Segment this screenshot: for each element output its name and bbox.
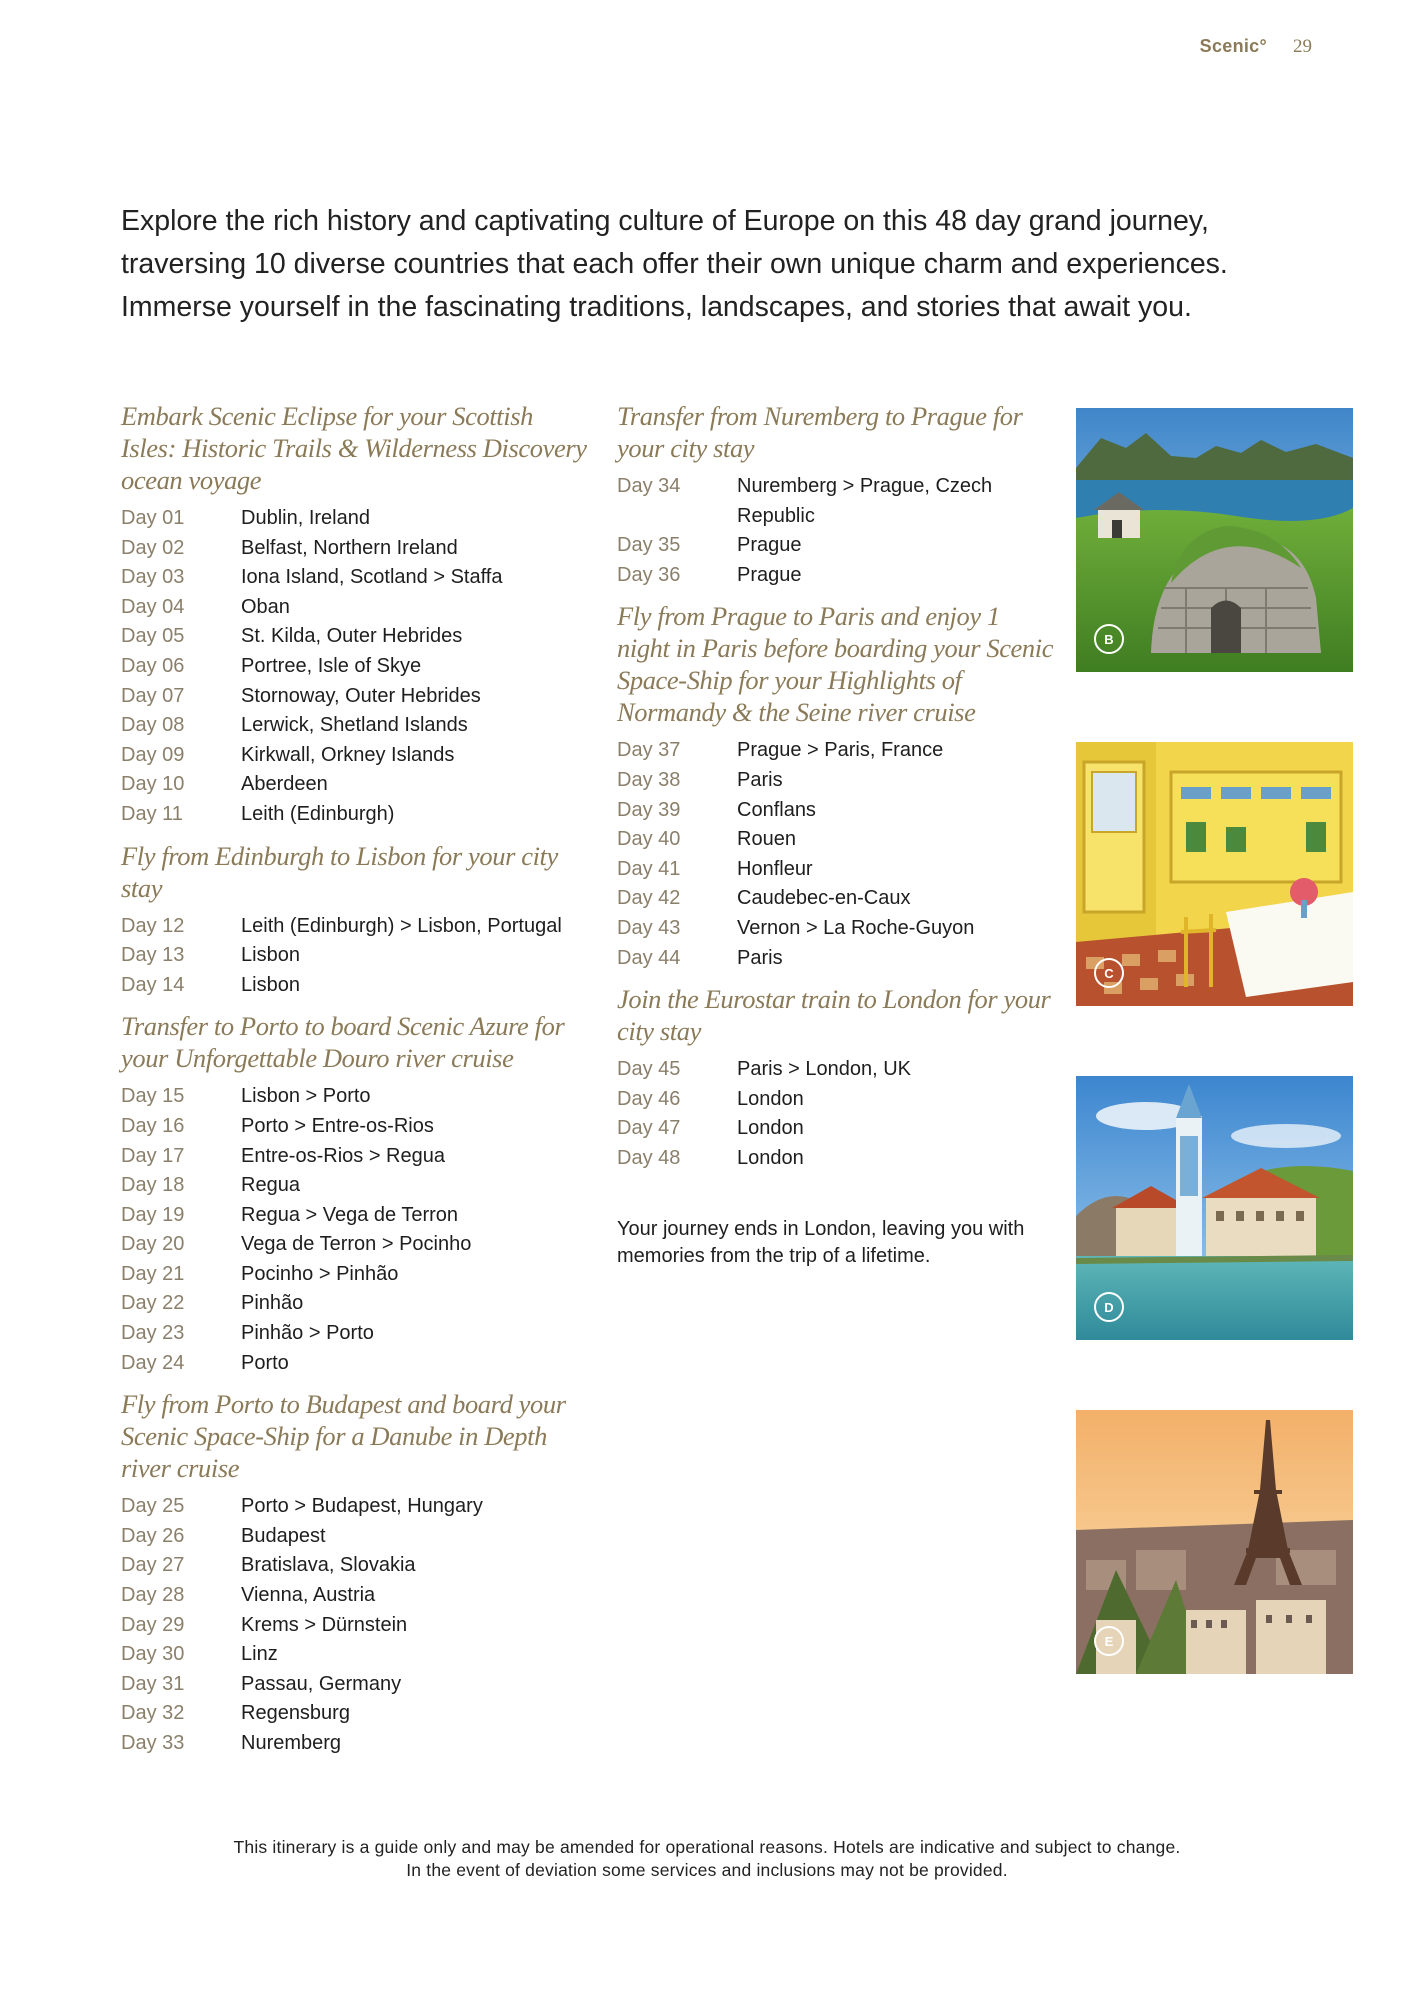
day-number: Day 02 (121, 536, 185, 559)
itinerary-row (617, 766, 1057, 796)
itinerary-row (121, 593, 591, 623)
day-number: Day 40 (617, 828, 681, 851)
day-number: Day 31 (121, 1672, 185, 1695)
itinerary-row (121, 682, 591, 712)
day-location: Nuremberg (241, 1732, 342, 1754)
yellow-dining-room-photo (1076, 742, 1353, 1006)
itinerary-row (121, 800, 591, 830)
day-number: Day 45 (617, 1058, 681, 1081)
day-location: Rouen (737, 828, 796, 851)
day-number: Day 36 (617, 563, 681, 586)
day-location: Regua > Vega de Terron (241, 1203, 459, 1226)
day-number: Day 46 (617, 1087, 681, 1110)
itinerary-row (121, 1699, 591, 1729)
day-location: Regua (241, 1174, 300, 1197)
photo-label-badge: C (1094, 958, 1124, 988)
itinerary-row (121, 1729, 591, 1759)
itinerary-row (617, 884, 1057, 914)
day-location: Nuremberg > Prague, Czech Republic (737, 475, 993, 527)
day-location: Vienna, Austria (241, 1584, 376, 1607)
day-number: Day 25 (121, 1495, 185, 1518)
day-location: Pinhão (241, 1292, 304, 1315)
section-title: Join the Eurostar train to London for your city stay (617, 984, 1051, 1047)
day-location: Belfast, Northern Ireland (241, 536, 458, 559)
itinerary-row (121, 1082, 591, 1112)
day-location: Regensburg (241, 1702, 350, 1725)
page-number: 29 (1293, 36, 1312, 57)
day-location: Lisbon (241, 944, 300, 967)
day-number: Day 03 (121, 566, 185, 589)
river-town-church-photo (1076, 1076, 1353, 1340)
day-location: Entre-os-Rios > Regua (241, 1144, 445, 1167)
day-number: Day 15 (121, 1085, 185, 1108)
day-location: Paris (737, 768, 783, 791)
itinerary-row (121, 711, 591, 741)
disclaimer-footer (0, 1836, 1414, 1882)
itinerary-row (121, 971, 591, 1001)
itinerary-section (121, 1010, 591, 1378)
itinerary-row (617, 1144, 1057, 1174)
day-location: Pocinho > Pinhão (241, 1262, 399, 1285)
photo-label-badge: B (1094, 624, 1124, 654)
itinerary-row (121, 1551, 591, 1581)
itinerary-row (617, 1085, 1057, 1115)
day-location: Pinhão > Porto (241, 1322, 374, 1345)
intro-paragraph: Explore the rich history and captivating culture of Europe on this 48 day grand journey, traversing 10 diverse countries that each offer their own unique charm and experiences. Immerse yourself in the fascinating traditions, landscapes, and stories that await you. (121, 205, 1228, 323)
day-number: Day 34 (617, 475, 681, 497)
day-location: Prague (737, 534, 802, 557)
itinerary-row (121, 1581, 591, 1611)
day-number: Day 37 (617, 739, 681, 762)
day-location: Conflans (737, 798, 816, 821)
day-location: Paris (737, 946, 783, 969)
day-number: Day 32 (121, 1702, 185, 1725)
itinerary-row (121, 504, 591, 534)
day-location: Krems > Dürnstein (241, 1613, 408, 1636)
day-location: Porto (241, 1351, 289, 1374)
day-number: Day 48 (617, 1146, 681, 1169)
day-location: Oban (241, 595, 290, 618)
itinerary-row (121, 1230, 591, 1260)
itinerary-row (617, 472, 1057, 531)
day-number: Day 20 (121, 1233, 185, 1256)
itinerary-row (121, 1112, 591, 1142)
itinerary-row (121, 1142, 591, 1172)
day-location: Paris > London, UK (737, 1058, 911, 1081)
section-title: Transfer from Nuremberg to Prague for your city stay (617, 401, 1023, 463)
day-location: Leith (Edinburgh) > Lisbon, Portugal (241, 914, 562, 937)
day-number: Day 06 (121, 654, 185, 677)
itinerary-section (617, 400, 1057, 590)
itinerary-row (121, 941, 591, 971)
day-number: Day 41 (617, 857, 681, 880)
day-number: Day 10 (121, 773, 185, 796)
itinerary-row (121, 1171, 591, 1201)
day-number: Day 05 (121, 625, 185, 648)
day-number: Day 47 (617, 1117, 681, 1140)
section-title: Fly from Edinburgh to Lisbon for your city stay (121, 840, 558, 903)
day-number: Day 26 (121, 1524, 185, 1547)
day-number: Day 35 (617, 534, 681, 557)
itinerary-row (121, 1492, 591, 1522)
day-number: Day 17 (121, 1144, 185, 1167)
day-location: Iona Island, Scotland > Staffa (241, 566, 503, 589)
day-location: Portree, Isle of Skye (241, 654, 422, 677)
itinerary-section (617, 600, 1057, 973)
day-number: Day 30 (121, 1643, 185, 1666)
itinerary-row (121, 1640, 591, 1670)
day-number: Day 44 (617, 946, 681, 969)
day-number: Day 38 (617, 768, 681, 791)
day-number: Day 01 (121, 507, 185, 529)
day-number: Day 08 (121, 714, 185, 737)
day-number: Day 18 (121, 1174, 185, 1197)
day-number: Day 14 (121, 973, 185, 996)
day-location: Vega de Terron > Pocinho (241, 1233, 472, 1256)
day-number: Day 16 (121, 1114, 185, 1137)
day-number: Day 39 (617, 798, 681, 821)
itinerary-row (121, 1289, 591, 1319)
day-location: Porto > Entre-os-Rios (241, 1114, 434, 1137)
itinerary-row (617, 796, 1057, 826)
journey-end-note: Your journey ends in London, leaving you with memories from the trip of a lifetime. (617, 1217, 1025, 1267)
stone-hut-island-photo (1076, 408, 1353, 672)
photo-label-badge: E (1094, 1626, 1124, 1656)
day-location: London (737, 1087, 804, 1110)
day-number: Day 23 (121, 1322, 185, 1345)
day-location: Lisbon > Porto (241, 1085, 371, 1108)
itinerary-row (617, 914, 1057, 944)
day-number: Day 04 (121, 595, 185, 618)
day-location: Caudebec-en-Caux (737, 887, 911, 910)
day-location: Aberdeen (241, 773, 328, 796)
itinerary-row (121, 534, 591, 564)
day-location: Leith (Edinburgh) (241, 802, 395, 825)
day-location: St. Kilda, Outer Hebrides (241, 625, 463, 648)
itinerary-row (121, 741, 591, 771)
itinerary-section (617, 983, 1057, 1173)
itinerary-row (617, 1114, 1057, 1144)
day-location: Lisbon (241, 973, 300, 996)
itinerary-column-left (121, 400, 591, 1769)
day-number: Day 09 (121, 743, 185, 766)
day-location: Honfleur (737, 857, 813, 880)
day-number: Day 28 (121, 1584, 185, 1607)
itinerary-row (617, 855, 1057, 885)
day-number: Day 21 (121, 1262, 185, 1285)
day-number: Day 07 (121, 684, 185, 707)
itinerary-row (121, 1319, 591, 1349)
itinerary-row (617, 825, 1057, 855)
day-location: Bratislava, Slovakia (241, 1554, 416, 1577)
section-title: Embark Scenic Eclipse for your Scottish Isles: Historic Trails & Wilderness Discovery ocean voyage (121, 401, 587, 495)
day-number: Day 22 (121, 1292, 185, 1315)
itinerary-row (121, 770, 591, 800)
disclaimer-line-1: This itinerary is a guide only and may be amended for operational reasons. Hotels are indicative and subject to change. (233, 1837, 1181, 1857)
day-number: Day 43 (617, 916, 681, 939)
day-location: London (737, 1117, 804, 1140)
itinerary-section (121, 1388, 591, 1758)
day-location: Passau, Germany (241, 1672, 402, 1695)
itinerary-row (121, 1201, 591, 1231)
itinerary-row (121, 912, 591, 942)
day-number: Day 29 (121, 1613, 185, 1636)
day-number: Day 19 (121, 1203, 185, 1226)
day-location: London (737, 1146, 804, 1169)
section-title: Fly from Prague to Paris and enjoy 1 night in Paris before boarding your Scenic Space-Ship for your Highlights of Normandy & the Seine river cruise (617, 601, 1054, 728)
itinerary-row (617, 1055, 1057, 1085)
day-number: Day 42 (617, 887, 681, 910)
day-number: Day 33 (121, 1732, 185, 1754)
page-header (1200, 36, 1312, 58)
itinerary-column-right (617, 400, 1057, 1270)
itinerary-row (121, 1522, 591, 1552)
photo-label-badge: D (1094, 1292, 1124, 1322)
section-title: Transfer to Porto to board Scenic Azure for your Unforgettable Douro river cruise (121, 1011, 565, 1074)
itinerary-row (121, 1611, 591, 1641)
disclaimer-line-2: In the event of deviation some services and inclusions may not be provided. (406, 1860, 1008, 1880)
day-location: Prague > Paris, France (737, 739, 944, 762)
day-location: Stornoway, Outer Hebrides (241, 684, 481, 707)
itinerary-sections (617, 400, 1057, 1174)
day-location: Linz (241, 1643, 278, 1666)
day-location: Lerwick, Shetland Islands (241, 714, 468, 737)
itinerary-row (617, 561, 1057, 591)
itinerary-row (121, 1260, 591, 1290)
itinerary-row (617, 944, 1057, 974)
itinerary-row (121, 1349, 591, 1379)
section-title: Fly from Porto to Budapest and board your Scenic Space-Ship for a Danube in Depth river cruise (121, 1389, 566, 1484)
eiffel-tower-sunset-photo (1076, 1410, 1353, 1674)
itinerary-row (121, 622, 591, 652)
day-location: Budapest (241, 1524, 326, 1547)
day-number: Day 27 (121, 1554, 185, 1577)
day-location: Kirkwall, Orkney Islands (241, 743, 455, 766)
brand-logo: Scenic° (1199, 36, 1267, 56)
day-location: Prague (737, 563, 802, 586)
day-number: Day 12 (121, 914, 185, 937)
itinerary-section (121, 400, 591, 830)
day-location: Dublin, Ireland (241, 507, 370, 529)
itinerary-row (617, 531, 1057, 561)
itinerary-row (121, 1670, 591, 1700)
day-number: Day 13 (121, 944, 185, 967)
day-number: Day 24 (121, 1351, 185, 1374)
day-number: Day 11 (121, 802, 183, 825)
itinerary-row (121, 563, 591, 593)
itinerary-section (121, 840, 591, 1001)
day-location: Porto > Budapest, Hungary (241, 1495, 483, 1518)
day-location: Vernon > La Roche-Guyon (737, 916, 975, 939)
itinerary-row (121, 652, 591, 682)
itinerary-row (617, 736, 1057, 766)
